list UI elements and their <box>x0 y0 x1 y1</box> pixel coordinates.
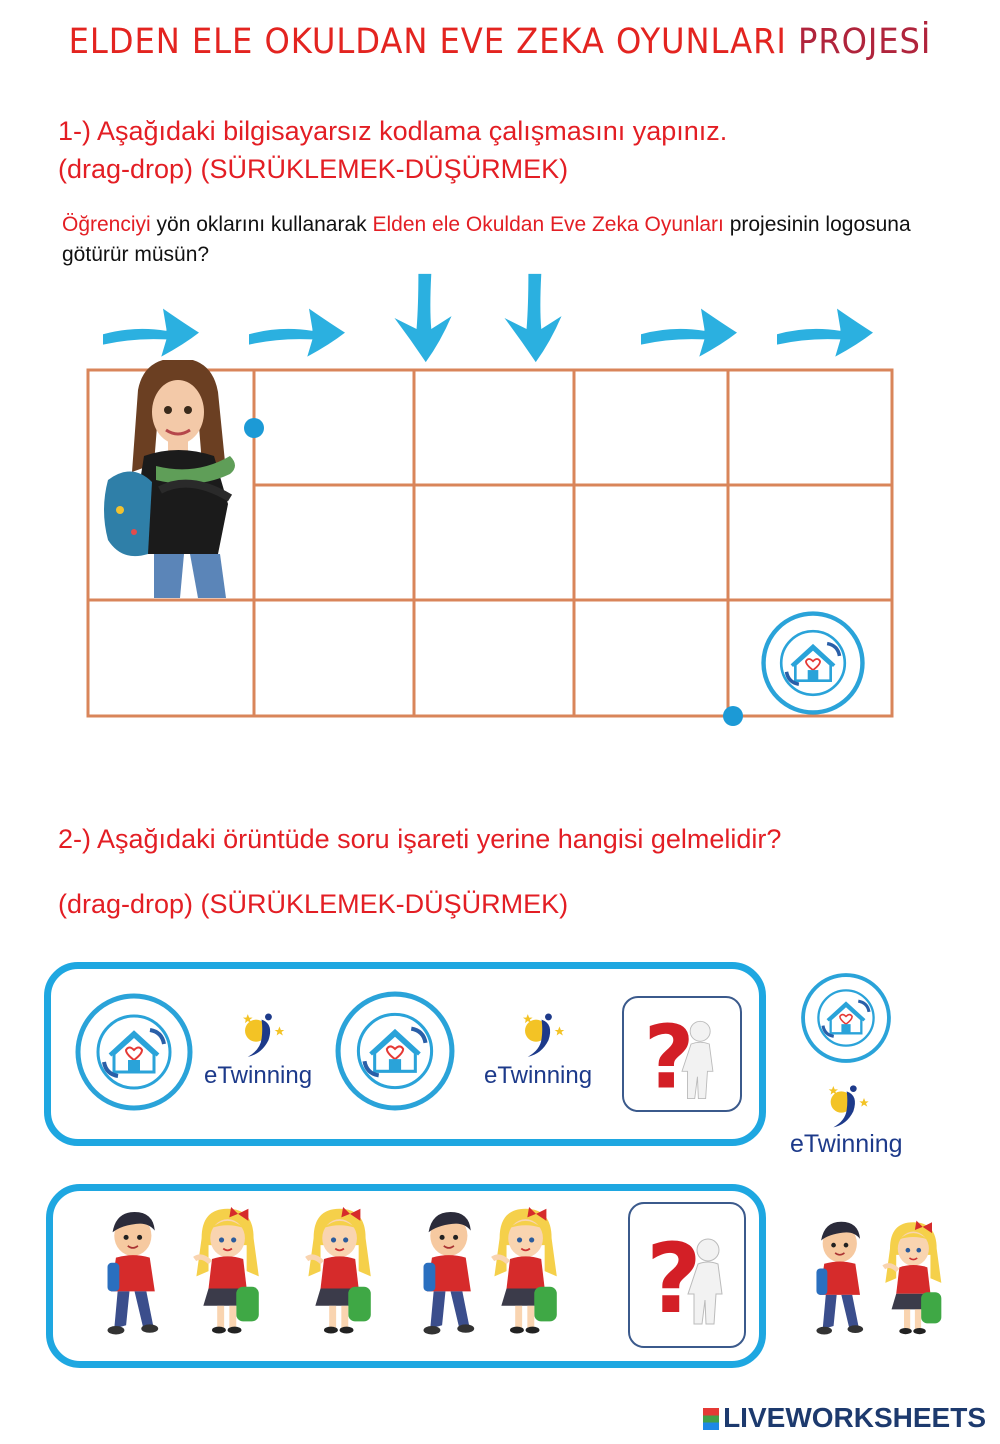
option-girl[interactable] <box>876 1212 946 1346</box>
grid-cell-r3-c2[interactable] <box>256 602 412 714</box>
question-2-line-2: (drag-drop) (SÜRÜKLEMEK-DÜŞÜRMEK) <box>58 889 569 919</box>
pattern-1-etwinning-1 <box>200 1010 330 1105</box>
grid-cell-r1-c2[interactable] <box>256 371 412 484</box>
pattern-1-logo-1 <box>74 992 194 1112</box>
arrow-right-2[interactable] <box>238 300 356 360</box>
question-1-line-2: (drag-drop) (SÜRÜKLEMEK-DÜŞÜRMEK) <box>58 154 569 184</box>
etwinning-label: eTwinning <box>484 1062 593 1089</box>
liveworksheets-logo-icon <box>703 1408 719 1430</box>
pattern-2-girl-3 <box>484 1196 562 1348</box>
grid-cell-r2-c3[interactable] <box>416 487 572 599</box>
pattern-1-logo-2 <box>334 990 456 1112</box>
instruction-middle: yön oklarını kullanarak <box>150 213 373 236</box>
grid-cell-r2-c4[interactable] <box>576 487 726 599</box>
instruction-student: Öğrenciyi <box>62 213 151 236</box>
arrow-right-4[interactable] <box>766 300 884 360</box>
arrow-down-2[interactable] <box>500 272 566 364</box>
grid-cell-r2-c5[interactable] <box>730 487 888 599</box>
option-etwinning[interactable] <box>784 1082 914 1162</box>
student-figure <box>100 360 250 598</box>
instruction-end: projesinin logosuna götürür müsün? <box>62 213 911 266</box>
pattern-2-girl-1 <box>186 1196 264 1348</box>
grid-cell-r1-c5[interactable] <box>730 371 888 484</box>
pattern-2-answer-slot[interactable] <box>628 1202 746 1348</box>
option-logo[interactable] <box>800 972 892 1064</box>
arrow-down-1[interactable] <box>390 272 456 364</box>
option-boy[interactable] <box>804 1212 874 1342</box>
question-mark-icon <box>638 1220 738 1330</box>
grid-target-logo <box>757 610 869 716</box>
pattern-1-answer-slot[interactable] <box>622 996 742 1112</box>
pattern-2-girl-2 <box>298 1196 376 1348</box>
start-dot <box>244 418 264 438</box>
grid-cell-r3-c1[interactable] <box>90 602 252 714</box>
arrow-right-1[interactable] <box>92 300 210 360</box>
instruction-text <box>62 210 942 270</box>
grid-cell-r1-c3[interactable] <box>416 371 572 484</box>
etwinning-label: eTwinning <box>204 1062 313 1089</box>
end-dot <box>723 706 743 726</box>
title-main: ELDEN ELE OKULDAN EVE ZEKA OYUNLARI <box>68 22 787 62</box>
instruction-project-name: Elden ele Okuldan Eve Zeka Oyunları <box>372 213 724 236</box>
pattern-2-boy-2 <box>410 1198 486 1346</box>
pattern-1-etwinning-2 <box>480 1010 610 1105</box>
title-tail: PROJESİ <box>797 22 932 62</box>
question-1-line-1: 1-) Aşağıdaki bilgisayarsız kodlama çalışmasını yapınız. <box>58 116 728 146</box>
pattern-2-boy-1 <box>94 1198 170 1346</box>
grid-cell-r2-c2[interactable] <box>256 487 412 599</box>
grid-cell-r3-c4[interactable] <box>576 602 726 714</box>
grid-cell-r3-c3[interactable] <box>416 602 572 714</box>
liveworksheets-brand <box>703 1402 986 1434</box>
etwinning-label: eTwinning <box>790 1130 903 1158</box>
arrow-right-3[interactable] <box>630 300 748 360</box>
question-2-line-1: 2-) Aşağıdaki örüntüde soru işareti yerine hangisi gelmelidir? <box>58 824 782 854</box>
grid-cell-r1-c4[interactable] <box>576 371 726 484</box>
worksheet-title <box>40 22 960 62</box>
question-mark-icon <box>632 1004 732 1104</box>
brand-text: LIVEWORKSHEETS <box>723 1402 986 1433</box>
